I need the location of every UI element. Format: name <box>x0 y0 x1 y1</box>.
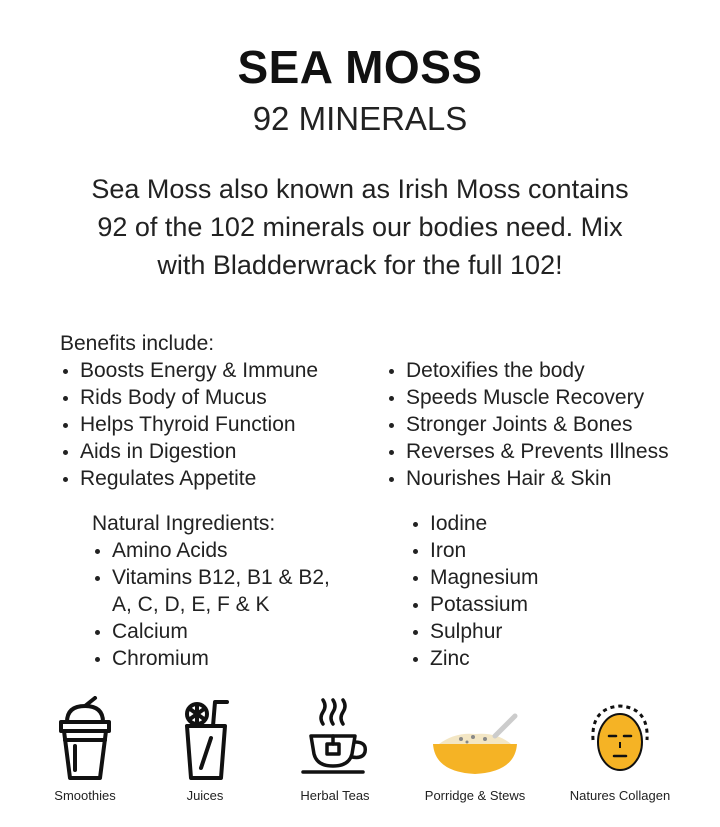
ingredients-left-list <box>92 537 330 672</box>
list-item: Boosts Energy & Immune <box>60 357 318 384</box>
list-item: Zinc <box>410 645 539 672</box>
page-subtitle: 92 MINERALS <box>252 100 468 137</box>
list-item: Detoxifies the body <box>386 357 669 384</box>
intro-line: 92 of the 102 minerals our bodies need. Mix <box>97 212 623 242</box>
intro-line: Sea Moss also known as Irish Moss contains <box>91 174 629 204</box>
benefits-heading: Benefits include: <box>60 332 215 355</box>
list-item: Helps Thyroid Function <box>60 411 318 438</box>
list-item: Regulates Appetite <box>60 465 318 492</box>
list-item: Speeds Muscle Recovery <box>386 384 669 411</box>
list-item: Chromium <box>92 645 330 672</box>
use-herbal-teas <box>285 696 385 803</box>
benefits-right-column <box>386 357 669 492</box>
use-natures-collagen <box>560 696 680 803</box>
use-juices <box>160 696 250 803</box>
porridge-bowl-icon <box>425 696 525 782</box>
juice-glass-icon <box>175 696 235 782</box>
use-porridge-stews <box>410 696 540 803</box>
use-label: Juices <box>186 788 224 803</box>
list-item: Rids Body of Mucus <box>60 384 318 411</box>
use-label: Herbal Teas <box>300 788 370 803</box>
list-item: Sulphur <box>410 618 539 645</box>
page-title: SEA MOSS <box>237 41 483 93</box>
benefits-left-list <box>60 357 318 492</box>
uses-row <box>0 696 720 816</box>
use-label: Natures Collagen <box>569 788 671 803</box>
ingredients-right-list <box>410 510 539 672</box>
ingredients-heading: Natural Ingredients: <box>92 512 276 535</box>
smoothie-cup-icon <box>55 696 115 782</box>
list-item: Vitamins B12, B1 & B2, <box>92 564 330 591</box>
use-label: Smoothies <box>54 788 116 803</box>
intro-paragraph <box>30 170 690 284</box>
list-item: Iron <box>410 537 539 564</box>
ingredients-left-column <box>92 510 330 672</box>
list-item: Stronger Joints & Bones <box>386 411 669 438</box>
list-item: Potassium <box>410 591 539 618</box>
use-label: Porridge & Stews <box>424 788 526 803</box>
ingredients-right-column <box>410 510 539 672</box>
list-item: Reverses & Prevents Illness <box>386 438 669 465</box>
list-item: Iodine <box>410 510 539 537</box>
face-mask-icon <box>585 696 655 782</box>
list-item: Nourishes Hair & Skin <box>386 465 669 492</box>
benefits-right-list <box>386 357 669 492</box>
list-item: Amino Acids <box>92 537 330 564</box>
list-item-continuation: A, C, D, E, F & K <box>112 593 270 616</box>
list-item: Aids in Digestion <box>60 438 318 465</box>
use-smoothies <box>40 696 130 803</box>
list-item: Calcium <box>92 618 330 645</box>
list-item: Magnesium <box>410 564 539 591</box>
intro-line: with Bladderwrack for the full 102! <box>157 250 563 280</box>
benefits-left-column <box>60 330 318 492</box>
tea-cup-icon <box>297 696 373 782</box>
